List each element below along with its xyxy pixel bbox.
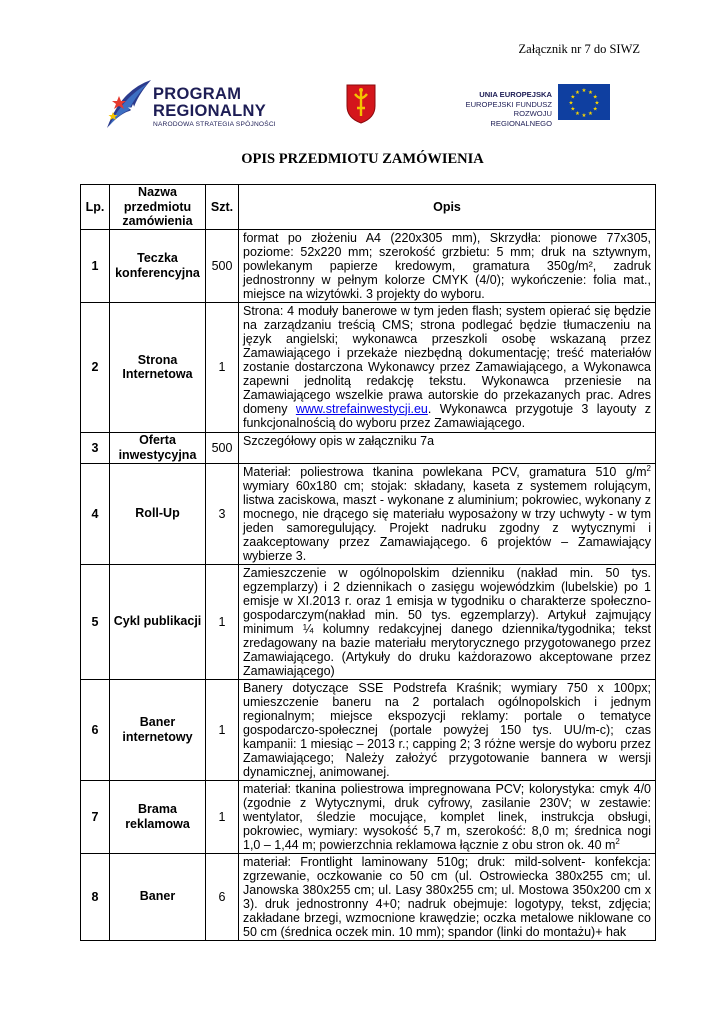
table-row	[81, 679, 656, 780]
row-qty: 500	[206, 432, 239, 463]
row-desc: Banery dotyczące SSE Podstrefa Kraśnik; wymiary 750 x 100px; umieszczenie baneru na 2 portalach ogólnopolskich i jednym regionalnym; miejsce ekspozycji reklamy: portale o tematyce gospodarczo-społecznej (portale powyżej 150 tys. UU/m-c); czas kampanii: 1 miesiąc – 2013 r.; capping 2; 3 różne wersje do wyboru przez Zamawiającego; Należy założyć przygotowanie bannera w wersji dynamicznej, animowanej.	[239, 679, 656, 780]
row-desc-text: materiał: tkanina poliestrowa impregnowana PCV; kolorystyka: cmyk 4/0 (zgodnie z Wytycznymi, druk cyfrowy, zasilanie 230V; w zestawie: wentylator, śledzie mocujące, komplet linek, instrukcja obsługi, pokrowiec, wymiary: wysokość 5,7 m, szerokość: 8,0 m; średnica nogi 1,0 – 1,44 m; powierzchnia reklamowa łącznie z obu stron ok. 40 m	[243, 781, 651, 852]
row-qty: 1	[206, 302, 239, 432]
header-name: Nazwa przedmiotu zamówienia	[110, 185, 206, 230]
svg-text:★: ★	[588, 111, 593, 117]
program-regionalny-logo	[103, 76, 303, 136]
table-header-row	[81, 185, 656, 230]
domain-link[interactable]: www.strefainwestycji.eu	[295, 401, 428, 416]
superscript: 2	[615, 836, 620, 846]
eu-line2: EUROPEJSKI FUNDUSZ	[465, 99, 552, 109]
header-lp: Lp.	[81, 185, 110, 230]
row-desc: format po złożeniu A4 (220x305 mm), Skrzydła: pionowe 77x305, poziome: 52x220 mm; szerokość grzbietu: 5 mm; druk na sztywnym, powlekanym papierze kredowym, gramatura 350g/m², zadruk jednostronny w pełnym kolorze CMYK (4/0); wykończenie: folia mat., miejsce na wizytówki. 3 projekty do wyboru.	[239, 229, 656, 302]
svg-text:★: ★	[570, 106, 576, 113]
header-qty: Szt.	[206, 185, 239, 230]
svg-text:★: ★	[575, 89, 580, 96]
row-desc-text: . Wykonawca przygotuje 3 layouty z funkcjonalnością do wyboru przez Zamawiającego.	[243, 401, 651, 430]
svg-text:★: ★	[575, 111, 580, 117]
row-qty: 6	[206, 853, 239, 940]
row-desc	[239, 463, 656, 564]
row-lp: 6	[81, 679, 110, 780]
superscript: 2	[646, 463, 651, 473]
row-lp: 1	[81, 229, 110, 302]
row-qty: 1	[206, 564, 239, 679]
row-name: Cykl publikacji	[110, 564, 206, 679]
row-qty: 1	[206, 780, 239, 853]
program-logo-icon	[103, 76, 153, 134]
table-row	[81, 780, 656, 853]
svg-text:★: ★	[581, 88, 587, 94]
row-lp: 8	[81, 853, 110, 940]
svg-text:★: ★	[588, 89, 593, 96]
eu-line1: UNIA EUROPEJSKA	[479, 90, 552, 99]
row-lp: 4	[81, 463, 110, 564]
row-desc-text: Strona: 4 moduły banerowe w tym jeden flash; system opierać się będzie na zarządzaniu treścią CMS; strona podlegać będzie tłumaczeniu na język angielski; wykonawca przeszkoli osobę wskazaną przez Zamawiającego i przekaże niezbędną dokumentację; treść materiałów zostanie dostarczona Wykonawcy przez Zamawiającego, a Wykonawca zapewni jednolitą redakcję tekstu. Wykonawca przeniesie na Zamawiającego wszelkie prawa autorskie do przekazanych prac. Adres domeny	[243, 303, 651, 416]
header-desc: Opis	[239, 185, 656, 230]
row-qty: 3	[206, 463, 239, 564]
row-lp: 3	[81, 432, 110, 463]
svg-text:★: ★	[568, 100, 574, 107]
row-name: Roll-Up	[110, 463, 206, 564]
row-lp: 7	[81, 780, 110, 853]
row-name: Baner	[110, 853, 206, 940]
row-name: Oferta inwestycyjna	[110, 432, 206, 463]
table-row	[81, 564, 656, 679]
document-title: OPIS PRZEDMIOTU ZAMÓWIENIA	[241, 151, 484, 167]
row-desc	[239, 780, 656, 853]
row-qty: 500	[206, 229, 239, 302]
program-title-line2: REGIONALNY	[153, 101, 267, 120]
program-subtitle: NARODOWA STRATEGIA SPÓJNOŚCI	[153, 121, 276, 128]
specification-table	[80, 184, 656, 941]
eu-fund-text	[452, 90, 552, 128]
svg-text:★: ★	[594, 100, 600, 107]
svg-text:★: ★	[592, 106, 598, 113]
row-lp: 2	[81, 302, 110, 432]
row-name: Teczka konferencyjna	[110, 229, 206, 302]
row-qty: 1	[206, 679, 239, 780]
eu-line3: ROZWOJU REGIONALNEGO	[490, 109, 552, 128]
table-row	[81, 853, 656, 940]
table-row	[81, 432, 656, 463]
row-name: Strona Internetowa	[110, 302, 206, 432]
row-desc: Szczegółowy opis w załączniku 7a	[239, 432, 656, 463]
table-row	[81, 463, 656, 564]
coat-of-arms-icon	[346, 84, 376, 129]
svg-text:★: ★	[592, 94, 598, 101]
row-desc: materiał: Frontlight laminowany 510g; druk: mild-solvent- konfekcja: zgrzewanie, oczkowanie co 50 cm (ul. Ostrowiecka 380x255 cm; ul. Janowska 380x255 cm; ul. Lasy 380x255 cm; ul. Mostowa 350x200 cm x 3). druk jednostronny 4+0; nadruk obejmuje: logotypy, tekst, zdjęcia; zakładane brzegi, wzmocnione krawędzie; oczka metalowe niklowane co 50 cm (średnica oczek min. 10 mm); spandor (linki do montażu)+ hak	[239, 853, 656, 940]
row-desc-text: wymiary 60x180 cm; stojak: składany, kaseta z systemem rolującym, listwa zaciskowa, maszt - wykonane z aluminium; pokrowiec, wykonany z mocnego, nie drącego się materiału wyposażony w trzy uchwyty - w tym jeden samoregulujący. Projekt nadruku zgodny z wytycznymi i zaakceptowany przez Zamawiającego. 6 projektów – Zamawiający wybierze 3.	[243, 478, 651, 563]
annex-label: Załącznik nr 7 do SIWZ	[518, 42, 640, 56]
row-lp: 5	[81, 564, 110, 679]
svg-text:★: ★	[581, 113, 587, 119]
row-name: Brama reklamowa	[110, 780, 206, 853]
svg-text:★: ★	[570, 94, 576, 101]
row-desc-text: Materiał: poliestrowa tkanina powlekana PCV, gramatura 510 g/m	[243, 464, 647, 479]
table-row	[81, 229, 656, 302]
row-desc	[239, 302, 656, 432]
program-title-line1: PROGRAM	[153, 85, 242, 103]
eu-flag-icon	[558, 84, 610, 125]
row-desc: Zamieszczenie w ogólnopolskim dzienniku (nakład min. 50 tys. egzemplarzy) i 2 dziennikach o zasięgu wojewódzkim (lubelskie) po 1 emisje w XI.2013 r. oraz 1 emisja w tygodniku o charakterze społeczno-gospodarczym(nakład min. 50 tys. egzemplarzy). Artykuł zajmujący minimum ¼ kolumny redakcyjnej danego dziennika/tygodnika; tekst zredagowany na bazie materiału merytorycznego przygotowanego przez Zamawiającego. (Artykuły do druku każdorazowo akceptowane przez Zamawiającego)	[239, 564, 656, 679]
row-name: Baner internetowy	[110, 679, 206, 780]
table-row	[81, 302, 656, 432]
